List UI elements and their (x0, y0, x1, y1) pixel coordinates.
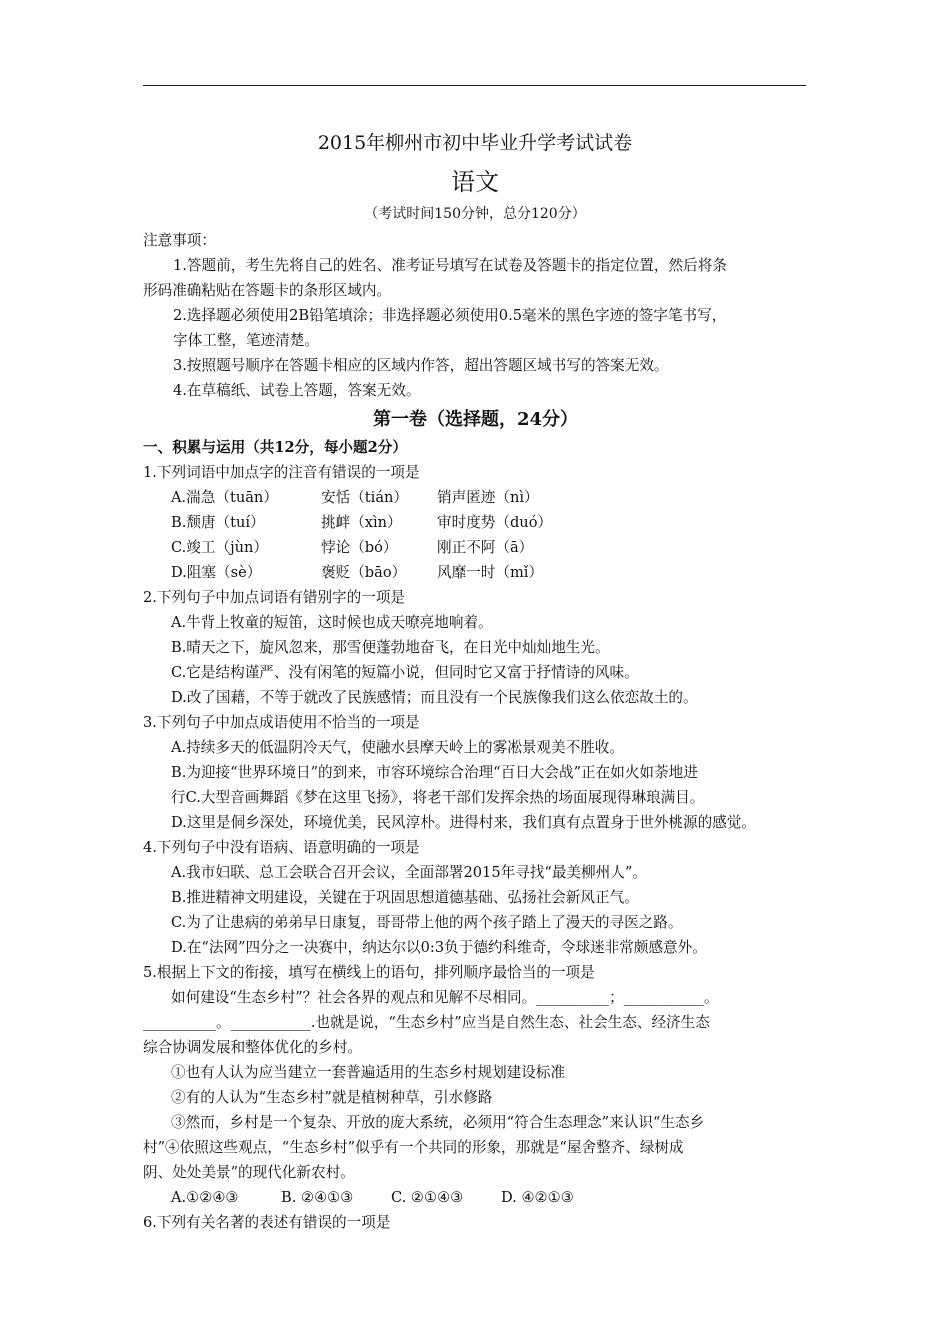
q1-option: 褒贬（bāo） (321, 564, 407, 581)
q4-option: A.我市妇联、总工会联合召开会议，全面部署2015年寻找“最美柳州人”。 (171, 864, 647, 881)
exam-timing: （考试时间150分钟，总分120分） (364, 206, 586, 222)
q1-option: B.颓唐（tuí） (171, 514, 265, 531)
note-line: 3.按照题号顺序在答题卡相应的区域内作答，超出答题区域书写的答案无效。 (173, 357, 669, 374)
q5-choice: D. ④②①③ (501, 1189, 574, 1206)
q5-choices (143, 1185, 808, 1210)
q4-option: B.推进精神文明建设，关键在于巩固思想道德基础、弘扬社会新风正气。 (171, 889, 639, 906)
q5-passage-line: 如何建设“生态乡村”？社会各界的观点和见解不尽相同。__________；___________。 (171, 989, 719, 1006)
q5-item: 村”④依照这些观点，“生态乡村”似乎有一个共同的形象，那就是“屋舍整齐、绿树成 (143, 1139, 684, 1156)
question-stem: 4.下列句子中没有语病、语意明确的一项是 (143, 839, 420, 856)
q2-option: B.晴天之下，旋风忽来，那雪便蓬勃地奋飞，在日光中灿灿地生光。 (171, 639, 610, 656)
q5-choice: C. ②①④③ (391, 1189, 464, 1206)
q1-option: D.阻塞（sè） (171, 564, 262, 581)
q1-option: 刚正不阿（ā） (437, 539, 534, 556)
question-stem: 3.下列句子中加点成语使用不恰当的一项是 (143, 714, 420, 731)
notes-heading: 注意事项： (143, 232, 216, 249)
header-rule (143, 85, 806, 86)
q2-option: A.牛背上牧童的短笛，这时候也成天嘹亮地响着。 (171, 614, 493, 631)
subject-title: 语文 (451, 168, 499, 196)
q5-choice: A.①②④③ (171, 1189, 239, 1206)
q1-option: 风靡一时（mǐ） (437, 564, 544, 581)
q1-option: 审时度势（duó） (437, 514, 553, 531)
question-stem: 1.下列词语中加点字的注音有错误的一项是 (143, 464, 420, 481)
q3-option: A.持续多天的低温阴冷天气，使融水县摩天岭上的雾凇景观美不胜收。 (171, 739, 624, 756)
q3-option: D.这里是侗乡深处，环境优美，民风淳朴。进得村来，我们真有点置身于世外桃源的感觉。 (171, 814, 756, 831)
note-line: 2.选择题必须使用2B铅笔填涂；非选择题必须使用0.5毫米的黑色字迹的签字笔书写， (173, 307, 727, 324)
q1-option-row (143, 535, 808, 560)
q5-choice: B. ②④①③ (281, 1189, 354, 1206)
q1-option: A.湍急（tuān） (171, 489, 278, 506)
q5-item: 阴、处处美景”的现代化新农村。 (143, 1164, 355, 1181)
q5-item: ②有的人认为“生态乡村”就是植树种草，引水修路 (171, 1089, 493, 1106)
exam-title: 2015年柳州市初中毕业升学考试试卷 (317, 132, 633, 154)
q5-item: ①也有人认为应当建立一套普遍适用的生态乡村规划建设标准 (171, 1064, 566, 1081)
q1-option-row (143, 560, 808, 585)
q1-option-row (143, 510, 808, 535)
part-title: 一、积累与运用（共12分，每小题2分） (143, 439, 407, 456)
q3-option: B.为迎接“世界环境日”的到来，市容环境综合治理“百日大会战”正在如火如荼地进 (171, 764, 698, 781)
question-stem: 6.下列有关名著的表述有错误的一项是 (143, 1214, 391, 1231)
q1-option: C.竣工（jùn） (171, 539, 268, 556)
q4-option: D.在“法网”四分之一决赛中，纳达尔以0:3负于德约科维奇，令球迷非常颇感意外。 (171, 939, 707, 956)
question-stem: 2.下列句子中加点词语有错别字的一项是 (143, 589, 406, 606)
note-line: 1.答题前，考生先将自己的姓名、准考证号填写在试卷及答题卡的指定位置，然后将条 (173, 257, 727, 274)
note-line: 字体工整，笔迹清楚。 (173, 332, 319, 349)
note-line: 形码准确粘贴在答题卡的条形区域内。 (143, 282, 392, 299)
question-stem: 5.根据上下文的衔接，填写在横线上的语句，排列顺序最恰当的一项是 (143, 964, 595, 981)
q2-option: D.改了国藉，不等于就改了民族感情；而且没有一个民族像我们这么依恋故土的。 (171, 689, 698, 706)
q2-option: C.它是结构谨严、没有闲笔的短篇小说，但同时它又富于抒情诗的风味。 (171, 664, 639, 681)
q4-option: C.为了让患病的弟弟早日康复，哥哥带上他的两个孩子踏上了漫天的寻医之路。 (171, 914, 683, 931)
exam-content (143, 228, 808, 1235)
q1-option: 悖论（bó） (321, 539, 398, 556)
q5-passage-line: __________。___________.也就是说，“生态乡村”应当是自然生态、社会生态、经济生态 (143, 1014, 710, 1031)
q5-passage-line: 综合协调发展和整体优化的乡村。 (143, 1039, 362, 1056)
q1-option-row (143, 485, 808, 510)
note-line: 4.在草稿纸、试卷上答题，答案无效。 (173, 382, 421, 399)
q1-option: 挑衅（xìn） (321, 514, 402, 531)
q1-option: 安恬（tián） (321, 489, 409, 506)
section-title: 第一卷（选择题，24分） (372, 409, 579, 430)
q5-item: ③然而，乡村是一个复杂、开放的庞大系统，必须用“符合生态理念”来认识“生态乡 (171, 1114, 705, 1131)
q3-option: 行C.大型音画舞蹈《梦在这里飞扬》，将老干部们发挥余热的场面展现得琳琅满目。 (171, 789, 705, 806)
q1-option: 销声匿迹（nì） (437, 489, 539, 506)
